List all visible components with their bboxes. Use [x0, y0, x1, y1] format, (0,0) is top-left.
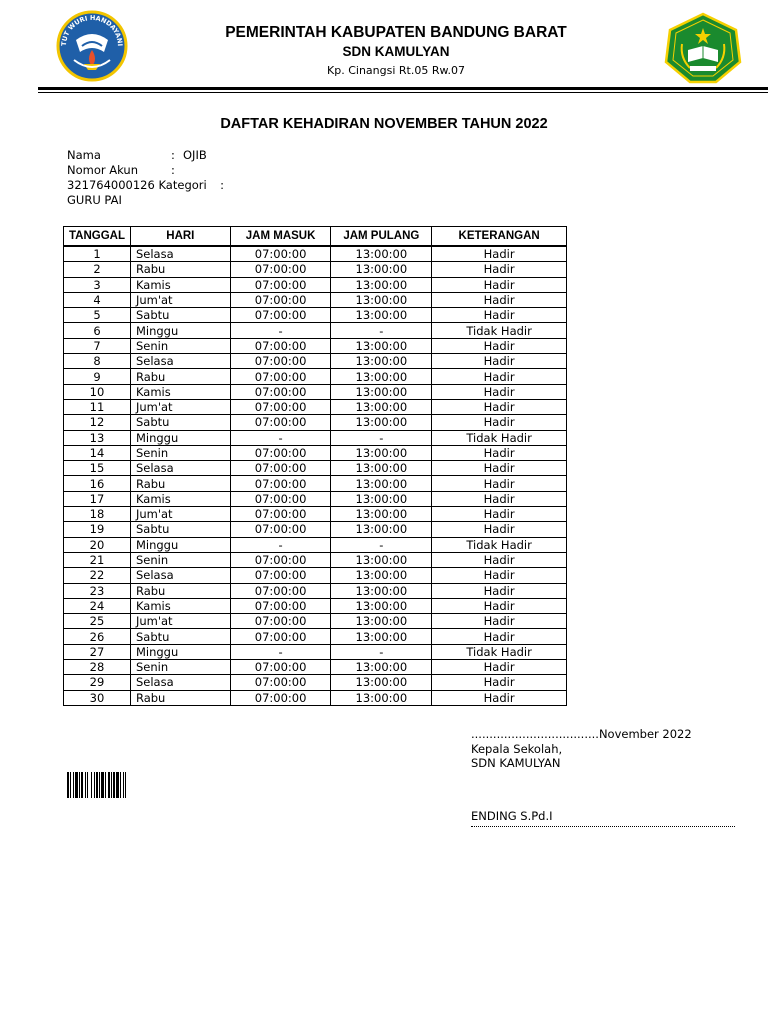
cell-tanggal: 25	[64, 614, 131, 629]
table-row	[64, 568, 567, 583]
cell-jam-masuk: 07:00:00	[230, 675, 331, 690]
nama-separator: :	[171, 148, 175, 162]
cell-hari: Sabtu	[130, 629, 230, 644]
table-row	[64, 369, 567, 384]
nama-label: Nama	[67, 148, 101, 162]
kategori-separator: :	[220, 178, 224, 192]
cell-hari: Kamis	[130, 384, 230, 399]
cell-jam-masuk: 07:00:00	[230, 262, 331, 277]
cell-keterangan: Hadir	[432, 568, 567, 583]
cell-tanggal: 14	[64, 445, 131, 460]
cell-keterangan: Hadir	[432, 354, 567, 369]
cell-jam-pulang: 13:00:00	[331, 690, 432, 705]
cell-keterangan: Hadir	[432, 675, 567, 690]
cell-tanggal: 22	[64, 568, 131, 583]
cell-tanggal: 5	[64, 308, 131, 323]
info-nama	[67, 148, 207, 162]
table-row	[64, 583, 567, 598]
header-government: PEMERINTAH KABUPATEN BANDUNG BARAT	[225, 24, 567, 41]
cell-hari: Selasa	[130, 461, 230, 476]
cell-jam-pulang: -	[331, 644, 432, 659]
document-title: DAFTAR KEHADIRAN NOVEMBER TAHUN 2022	[220, 116, 548, 132]
table-row	[64, 660, 567, 675]
table-row	[64, 507, 567, 522]
cell-tanggal: 23	[64, 583, 131, 598]
table-row	[64, 354, 567, 369]
cell-jam-pulang: 13:00:00	[331, 614, 432, 629]
cell-hari: Sabtu	[130, 308, 230, 323]
cell-hari: Sabtu	[130, 522, 230, 537]
table-row	[64, 323, 567, 338]
cell-jam-masuk: 07:00:00	[230, 399, 331, 414]
cell-keterangan: Hadir	[432, 277, 567, 292]
cell-jam-pulang: 13:00:00	[331, 583, 432, 598]
cell-keterangan: Hadir	[432, 583, 567, 598]
cell-jam-pulang: 13:00:00	[331, 629, 432, 644]
col-jam-pulang: JAM PULANG	[331, 227, 432, 247]
cell-jam-pulang: 13:00:00	[331, 660, 432, 675]
table-row	[64, 246, 567, 262]
signature-name: ENDING S.Pd.I	[471, 809, 553, 823]
akun-separator: :	[171, 163, 175, 177]
cell-jam-masuk: 07:00:00	[230, 369, 331, 384]
table-row	[64, 384, 567, 399]
cell-keterangan: Hadir	[432, 552, 567, 567]
cell-tanggal: 20	[64, 537, 131, 552]
cell-tanggal: 7	[64, 338, 131, 353]
cell-hari: Jum'at	[130, 614, 230, 629]
cell-keterangan: Hadir	[432, 476, 567, 491]
cell-jam-pulang: 13:00:00	[331, 262, 432, 277]
barcode-icon	[67, 772, 153, 798]
cell-jam-pulang: 13:00:00	[331, 369, 432, 384]
cell-keterangan: Hadir	[432, 445, 567, 460]
header-rule-thick	[38, 87, 768, 90]
cell-hari: Kamis	[130, 277, 230, 292]
cell-jam-masuk: 07:00:00	[230, 568, 331, 583]
table-row	[64, 262, 567, 277]
cell-jam-masuk: 07:00:00	[230, 277, 331, 292]
col-jam-masuk: JAM MASUK	[230, 227, 331, 247]
cell-tanggal: 27	[64, 644, 131, 659]
cell-hari: Rabu	[130, 476, 230, 491]
cell-tanggal: 21	[64, 552, 131, 567]
cell-jam-masuk: 07:00:00	[230, 507, 331, 522]
table-row	[64, 598, 567, 613]
cell-hari: Rabu	[130, 690, 230, 705]
cell-jam-pulang: 13:00:00	[331, 476, 432, 491]
header-school-name: SDN KAMULYAN	[342, 44, 450, 59]
cell-hari: Selasa	[130, 246, 230, 262]
cell-jam-pulang: 13:00:00	[331, 292, 432, 307]
table-row	[64, 277, 567, 292]
cell-hari: Rabu	[130, 583, 230, 598]
cell-jam-masuk: 07:00:00	[230, 629, 331, 644]
cell-keterangan: Hadir	[432, 507, 567, 522]
cell-keterangan: Hadir	[432, 614, 567, 629]
kemenag-logo	[664, 12, 742, 84]
cell-jam-masuk: 07:00:00	[230, 384, 331, 399]
logo-left-text: TUT WURI HANDAYANI	[59, 13, 125, 47]
tut-wuri-handayani-logo	[54, 10, 130, 82]
table-row	[64, 552, 567, 567]
table-row	[64, 445, 567, 460]
cell-jam-masuk: -	[230, 430, 331, 445]
cell-jam-masuk: -	[230, 644, 331, 659]
kategori-value: GURU PAI	[67, 193, 122, 207]
table-row	[64, 430, 567, 445]
table-row	[64, 292, 567, 307]
table-row	[64, 537, 567, 552]
cell-hari: Jum'at	[130, 292, 230, 307]
cell-jam-masuk: 07:00:00	[230, 583, 331, 598]
cell-jam-pulang: 13:00:00	[331, 277, 432, 292]
cell-jam-masuk: 07:00:00	[230, 491, 331, 506]
cell-hari: Selasa	[130, 568, 230, 583]
cell-tanggal: 30	[64, 690, 131, 705]
cell-jam-pulang: 13:00:00	[331, 522, 432, 537]
cell-tanggal: 12	[64, 415, 131, 430]
cell-jam-masuk: 07:00:00	[230, 598, 331, 613]
cell-jam-masuk: 07:00:00	[230, 308, 331, 323]
cell-tanggal: 4	[64, 292, 131, 307]
table-row	[64, 415, 567, 430]
table-row	[64, 522, 567, 537]
cell-keterangan: Hadir	[432, 629, 567, 644]
cell-jam-masuk: 07:00:00	[230, 552, 331, 567]
cell-hari: Jum'at	[130, 507, 230, 522]
cell-jam-masuk: 07:00:00	[230, 660, 331, 675]
cell-jam-masuk: -	[230, 323, 331, 338]
cell-jam-pulang: 13:00:00	[331, 415, 432, 430]
cell-jam-pulang: 13:00:00	[331, 354, 432, 369]
table-row	[64, 644, 567, 659]
cell-hari: Minggu	[130, 537, 230, 552]
cell-jam-pulang: 13:00:00	[331, 568, 432, 583]
cell-jam-masuk: 07:00:00	[230, 246, 331, 262]
attendance-table	[63, 226, 567, 706]
table-row	[64, 476, 567, 491]
cell-hari: Kamis	[130, 491, 230, 506]
header-rule-thin	[38, 92, 768, 93]
table-row	[64, 690, 567, 705]
cell-jam-pulang: 13:00:00	[331, 384, 432, 399]
table-row	[64, 338, 567, 353]
cell-hari: Rabu	[130, 262, 230, 277]
cell-keterangan: Hadir	[432, 308, 567, 323]
cell-tanggal: 2	[64, 262, 131, 277]
cell-keterangan: Hadir	[432, 338, 567, 353]
cell-jam-masuk: 07:00:00	[230, 292, 331, 307]
cell-tanggal: 29	[64, 675, 131, 690]
cell-tanggal: 19	[64, 522, 131, 537]
cell-hari: Sabtu	[130, 415, 230, 430]
table-row	[64, 675, 567, 690]
cell-hari: Jum'at	[130, 399, 230, 414]
cell-hari: Kamis	[130, 598, 230, 613]
signature-line	[471, 826, 735, 827]
kategori-label: Kategori	[158, 178, 207, 192]
cell-jam-pulang: 13:00:00	[331, 399, 432, 414]
cell-jam-masuk: -	[230, 537, 331, 552]
table-row	[64, 399, 567, 414]
table-row	[64, 461, 567, 476]
cell-jam-pulang: 13:00:00	[331, 491, 432, 506]
cell-jam-pulang: -	[331, 537, 432, 552]
cell-keterangan: Hadir	[432, 415, 567, 430]
cell-jam-pulang: 13:00:00	[331, 246, 432, 262]
cell-keterangan: Hadir	[432, 598, 567, 613]
cell-tanggal: 18	[64, 507, 131, 522]
cell-tanggal: 17	[64, 491, 131, 506]
info-kategori-value	[67, 193, 122, 207]
cell-hari: Selasa	[130, 675, 230, 690]
cell-keterangan: Hadir	[432, 522, 567, 537]
cell-jam-pulang: 13:00:00	[331, 308, 432, 323]
cell-hari: Senin	[130, 338, 230, 353]
cell-tanggal: 26	[64, 629, 131, 644]
cell-jam-pulang: 13:00:00	[331, 507, 432, 522]
cell-keterangan: Tidak Hadir	[432, 430, 567, 445]
cell-tanggal: 1	[64, 246, 131, 262]
cell-keterangan: Tidak Hadir	[432, 537, 567, 552]
table-row	[64, 614, 567, 629]
cell-jam-pulang: 13:00:00	[331, 552, 432, 567]
akun-label: Nomor Akun	[67, 163, 139, 177]
cell-keterangan: Hadir	[432, 690, 567, 705]
cell-keterangan: Hadir	[432, 384, 567, 399]
cell-tanggal: 3	[64, 277, 131, 292]
col-hari: HARI	[130, 227, 230, 247]
cell-keterangan: Hadir	[432, 292, 567, 307]
cell-tanggal: 28	[64, 660, 131, 675]
cell-keterangan: Hadir	[432, 262, 567, 277]
cell-jam-pulang: 13:00:00	[331, 445, 432, 460]
cell-hari: Senin	[130, 552, 230, 567]
info-kategori	[67, 178, 224, 192]
info-nomor-akun	[67, 163, 175, 177]
cell-tanggal: 11	[64, 399, 131, 414]
cell-jam-masuk: 07:00:00	[230, 415, 331, 430]
table-row	[64, 491, 567, 506]
cell-jam-masuk: 07:00:00	[230, 461, 331, 476]
header-address: Kp. Cinangsi Rt.05 Rw.07	[327, 64, 465, 77]
table-row	[64, 629, 567, 644]
cell-jam-pulang: 13:00:00	[331, 338, 432, 353]
cell-keterangan: Hadir	[432, 369, 567, 384]
table-header-row	[64, 227, 567, 247]
cell-jam-pulang: -	[331, 323, 432, 338]
cell-hari: Selasa	[130, 354, 230, 369]
nama-value: OJIB	[183, 148, 207, 162]
cell-jam-masuk: 07:00:00	[230, 476, 331, 491]
akun-value: 321764000126	[67, 178, 155, 192]
cell-keterangan: Hadir	[432, 399, 567, 414]
table-row	[64, 308, 567, 323]
cell-keterangan: Hadir	[432, 491, 567, 506]
cell-jam-pulang: -	[331, 430, 432, 445]
cell-hari: Rabu	[130, 369, 230, 384]
cell-jam-masuk: 07:00:00	[230, 614, 331, 629]
cell-jam-masuk: 07:00:00	[230, 338, 331, 353]
cell-keterangan: Tidak Hadir	[432, 644, 567, 659]
signature-date: ...................................November 2022	[471, 727, 692, 741]
cell-hari: Senin	[130, 660, 230, 675]
cell-jam-masuk: 07:00:00	[230, 522, 331, 537]
cell-tanggal: 6	[64, 323, 131, 338]
col-tanggal: TANGGAL	[64, 227, 131, 247]
cell-tanggal: 10	[64, 384, 131, 399]
cell-jam-masuk: 07:00:00	[230, 354, 331, 369]
cell-jam-masuk: 07:00:00	[230, 445, 331, 460]
cell-keterangan: Tidak Hadir	[432, 323, 567, 338]
cell-tanggal: 16	[64, 476, 131, 491]
cell-hari: Minggu	[130, 430, 230, 445]
cell-hari: Minggu	[130, 323, 230, 338]
cell-jam-masuk: 07:00:00	[230, 690, 331, 705]
signature-role: Kepala Sekolah, SDN KAMULYAN	[471, 742, 563, 770]
cell-tanggal: 15	[64, 461, 131, 476]
cell-tanggal: 8	[64, 354, 131, 369]
cell-keterangan: Hadir	[432, 660, 567, 675]
cell-hari: Senin	[130, 445, 230, 460]
cell-keterangan: Hadir	[432, 246, 567, 262]
cell-keterangan: Hadir	[432, 461, 567, 476]
table-body	[64, 246, 567, 705]
cell-tanggal: 24	[64, 598, 131, 613]
cell-jam-pulang: 13:00:00	[331, 675, 432, 690]
col-keterangan: KETERANGAN	[432, 227, 567, 247]
cell-jam-pulang: 13:00:00	[331, 461, 432, 476]
cell-tanggal: 13	[64, 430, 131, 445]
cell-tanggal: 9	[64, 369, 131, 384]
cell-jam-pulang: 13:00:00	[331, 598, 432, 613]
cell-hari: Minggu	[130, 644, 230, 659]
